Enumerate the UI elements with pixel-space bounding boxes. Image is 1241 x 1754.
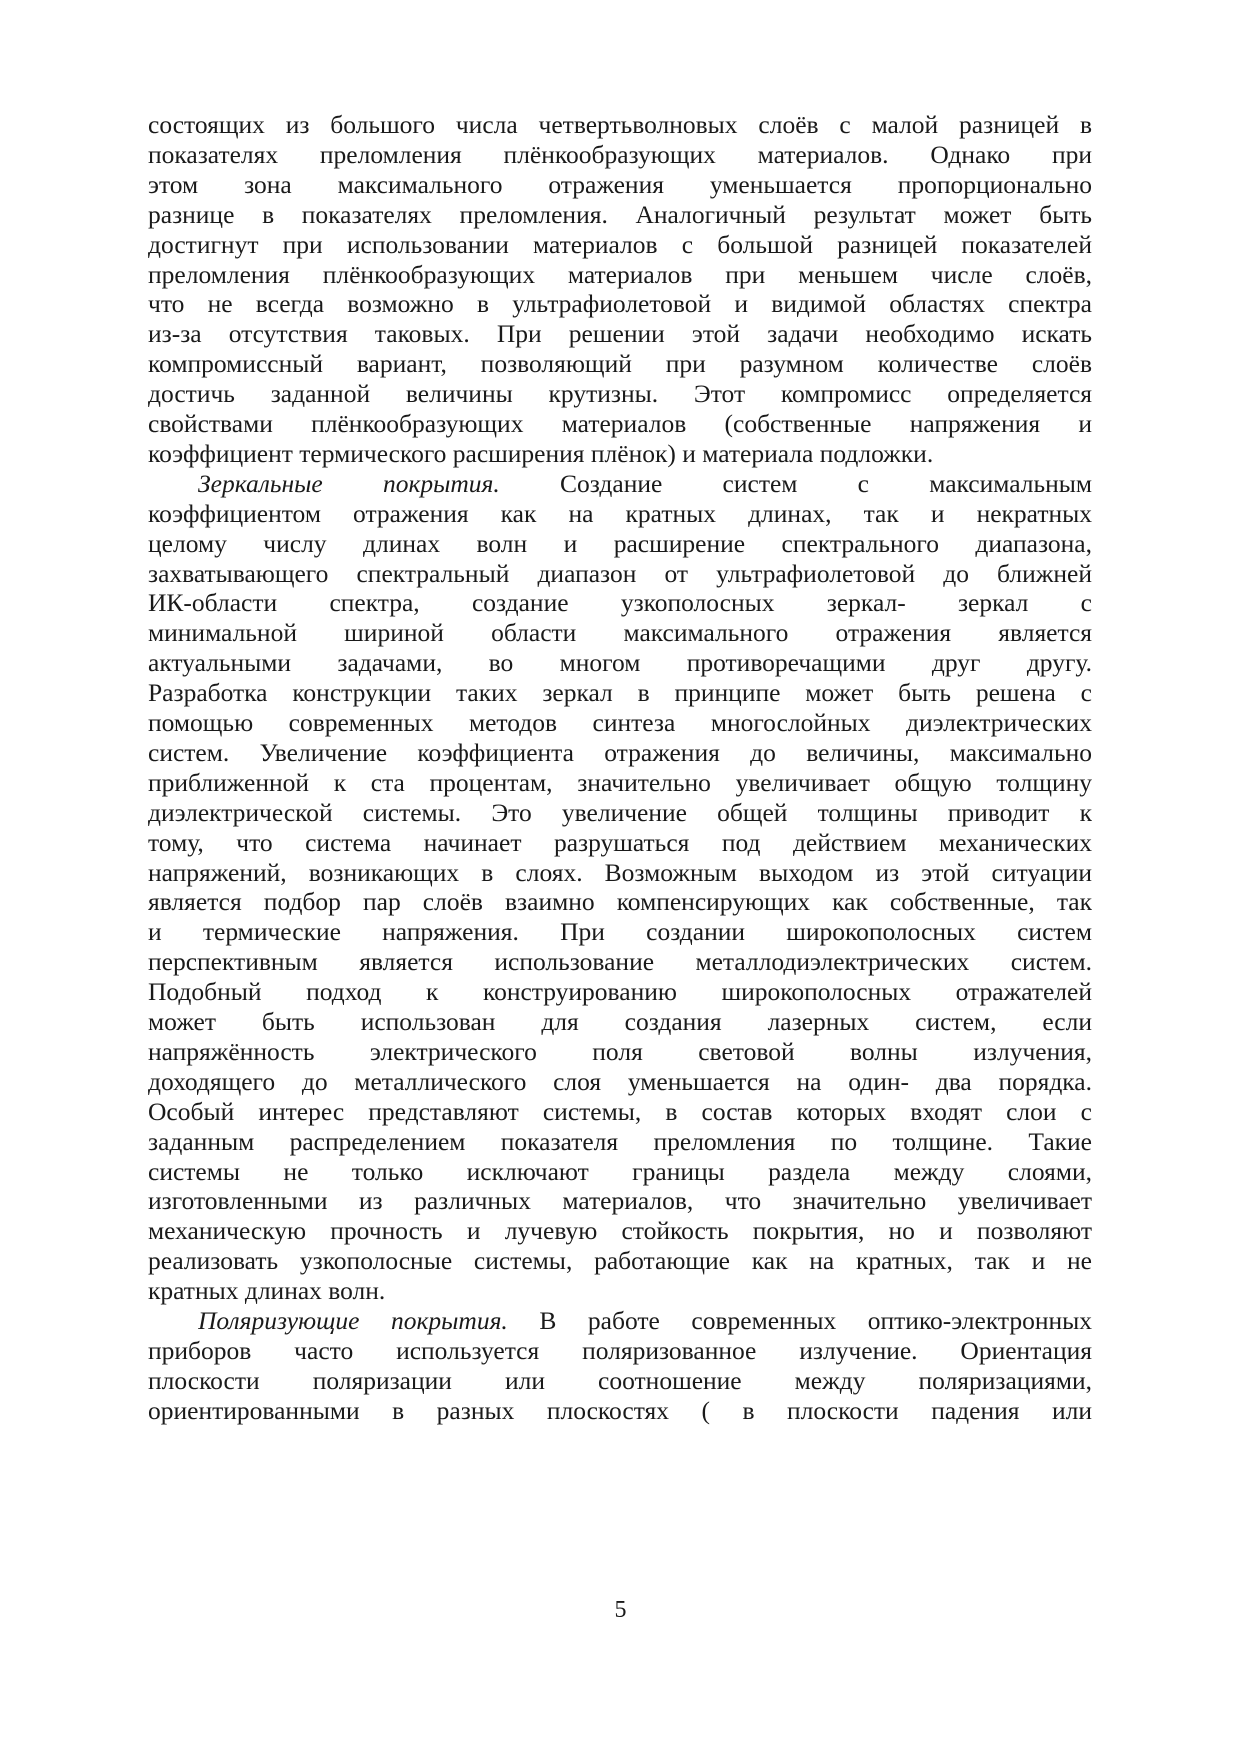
section-lead: Поляризующие покрытия. — [198, 1306, 508, 1335]
text-line: что не всегда возможно в ультрафиолетовой и видимой областях спектра — [148, 289, 1092, 319]
line-text: Создание систем с максимальным — [560, 468, 1092, 498]
text-line: системы не только исключают границы раздела между слоями, — [148, 1156, 1092, 1186]
line-text: В работе современных оптико-электронных — [539, 1306, 1092, 1335]
text-line: приборов часто используется поляризованное излучение. Ориентация — [148, 1335, 1092, 1365]
text-line: актуальными задачами, во многом противоречащими друг другу. — [148, 648, 1092, 678]
text-line: помощью современных методов синтеза многослойных диэлектрических — [148, 708, 1092, 737]
text-line: тому, что система начинает разрушаться под действием механических — [148, 827, 1092, 857]
text-line: диэлектрической системы. Это увеличение общей толщины приводит к — [148, 797, 1092, 827]
text-line: минимальной шириной области максимального отражения является — [148, 618, 1092, 648]
text-line: из-за отсутствия таковых. При решении этой задачи необходимо искать — [148, 319, 1092, 349]
text-line: Разработка конструкции таких зеркал в принципе может быть решена с — [148, 678, 1092, 708]
page-number: 5 — [614, 1597, 627, 1623]
text-line: может быть использован для создания лазерных систем, если — [148, 1007, 1092, 1036]
text-line: ориентированными в разных плоскостях ( в плоскости падения или — [148, 1395, 1092, 1425]
text-line: механическую прочность и лучевую стойкость покрытия, но и позволяют — [148, 1216, 1092, 1246]
text-line: является подбор пар слоёв взаимно компенсирующих как собственные, так — [148, 887, 1092, 917]
text-line: изготовленными из различных материалов, что значительно увеличивает — [148, 1186, 1092, 1216]
text-line: захватывающего спектральный диапазон от ультрафиолетовой до ближней — [148, 558, 1092, 588]
text-line: доходящего до металлического слоя уменьшается на один- два порядка. — [148, 1066, 1092, 1096]
text-line: напряжений, возникающих в слоях. Возможным выходом из этой ситуации — [148, 857, 1092, 887]
text-line — [198, 467, 1092, 500]
text-line: показателях преломления плёнкообразующих материалов. Однако при — [148, 139, 1092, 169]
text-line: коэффициент термического расширения плёнок) и материала подложки. — [148, 438, 934, 468]
text-line: плоскости поляризации или соотношение между поляризациями, — [148, 1365, 1092, 1395]
text-line: заданным распределением показателя преломления по толщине. Такие — [148, 1126, 1092, 1156]
text-line: реализовать узкополосные системы, работающие как на кратных, так и не — [148, 1246, 1092, 1276]
text-line: коэффициентом отражения как на кратных длинах, так и некратных — [148, 498, 1092, 528]
text-line: приближенной к ста процентам, значительно увеличивает общую толщину — [148, 767, 1092, 797]
text-line: систем. Увеличение коэффициента отражения до величины, максимально — [148, 737, 1092, 767]
text-line: и термические напряжения. При создании широкополосных систем — [148, 917, 1092, 947]
section-lead: Зеркальные покрытия. — [198, 468, 500, 498]
text-line: целому числу длинах волн и расширение спектрального диапазона, — [148, 528, 1092, 558]
text-line: напряжённость электрического поля световой волны излучения, — [148, 1036, 1092, 1066]
text-line: перспективным является использование металлодиэлектрических систем. — [148, 947, 1092, 977]
text-line: состоящих из большого числа четвертьволновых слоёв с малой разницей в — [148, 110, 1092, 139]
text-line: свойствами плёнкообразующих материалов (собственные напряжения и — [148, 409, 1092, 438]
text-line: достигнут при использовании материалов с большой разницей показателей — [148, 229, 1092, 259]
text-line: разнице в показателях преломления. Аналогичный результат может быть — [148, 199, 1092, 229]
text-line: этом зона максимального отражения уменьшается пропорционально — [148, 169, 1092, 199]
text-line: преломления плёнкообразующих материалов при меньшем числе слоёв, — [148, 259, 1092, 289]
text-line: компромиссный вариант, позволяющий при разумном количестве слоёв — [148, 349, 1092, 379]
text-line — [198, 1304, 1092, 1337]
text-line: достичь заданной величины крутизны. Этот компромисс определяется — [148, 379, 1092, 409]
text-line: Подобный подход к конструированию широкополосных отражателей — [148, 977, 1092, 1007]
text-line: ИК-области спектра, создание узкополосных зеркал- зеркал с — [148, 588, 1092, 618]
text-line: Особый интерес представляют системы, в состав которых входят слои с — [148, 1096, 1092, 1126]
text-line: кратных длинах волн. — [148, 1276, 386, 1306]
